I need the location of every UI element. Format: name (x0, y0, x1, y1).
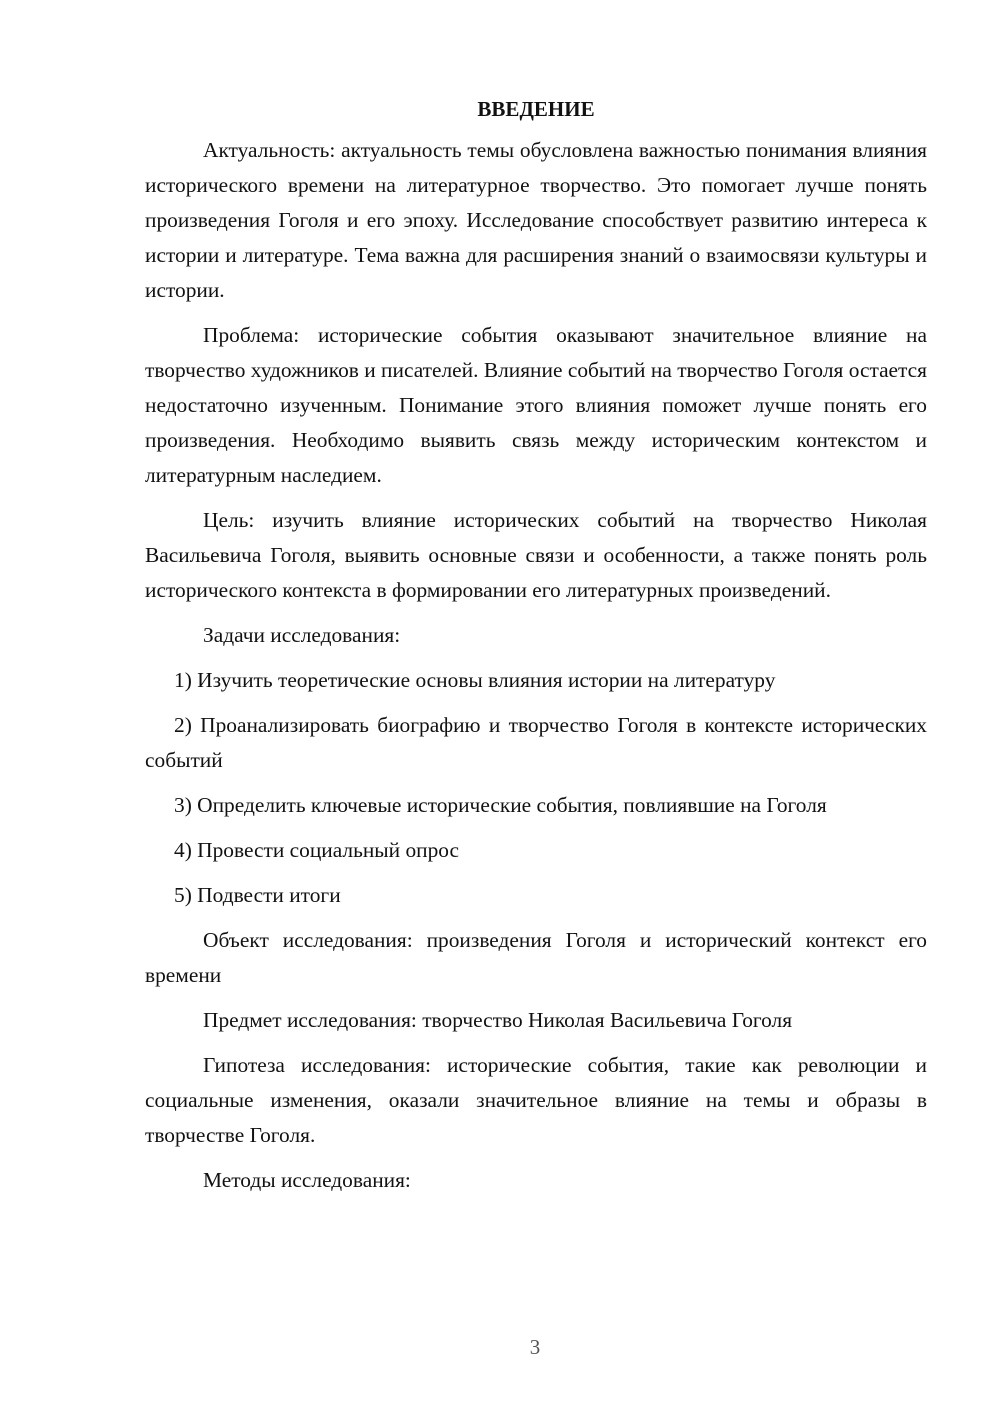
page-number: 3 (529, 1335, 541, 1359)
methods-heading: Методы исследования: (203, 1168, 411, 1192)
relevance-paragraph: Актуальность: актуальность темы обусловлена важностью понимания влияния исторического времени на литературное творчество. Это помогает лучше понять произведения Гоголя и его эпоху. Исследование способствует развитию интереса к истории и литературе. Тема важна для расширения знаний о взаимосвязи культуры и истории. (145, 138, 927, 302)
task-item-1: 1) Изучить теоретические основы влияния истории на литературу (174, 668, 776, 692)
problem-paragraph: Проблема: исторические события оказывают значительное влияние на творчество художников и писателей. Влияние событий на творчество Гоголя остается недостаточно изученным. Понимание этого влияния поможет лучше понять его произведения. Необходимо выявить связь между историческим контекстом и литературным наследием. (145, 323, 927, 487)
hypothesis-paragraph: Гипотеза исследования: исторические события, такие как революции и социальные изменения, оказали значительное влияние на темы и образы в творчестве Гоголя. (145, 1053, 927, 1147)
task-item-4: 4) Провести социальный опрос (174, 838, 460, 862)
goal-paragraph: Цель: изучить влияние исторических событий на творчество Николая Васильевича Гоголя, выявить основные связи и особенности, а также понять роль исторического контекста в формировании его литературных произведений. (145, 508, 927, 602)
subject-paragraph: Предмет исследования: творчество Николая Васильевича Гоголя (203, 1008, 793, 1032)
tasks-heading: Задачи исследования: (203, 623, 401, 647)
object-paragraph: Объект исследования: произведения Гоголя и исторический контекст его времени (145, 928, 927, 987)
section-title: ВВЕДЕНИЕ (477, 97, 595, 121)
document-page (145, 92, 927, 1198)
task-item-2: 2) Проанализировать биографию и творчество Гоголя в контексте исторических событий (145, 713, 927, 772)
task-item-3: 3) Определить ключевые исторические события, повлиявшие на Гоголя (174, 793, 827, 817)
task-item-5: 5) Подвести итоги (174, 883, 341, 907)
